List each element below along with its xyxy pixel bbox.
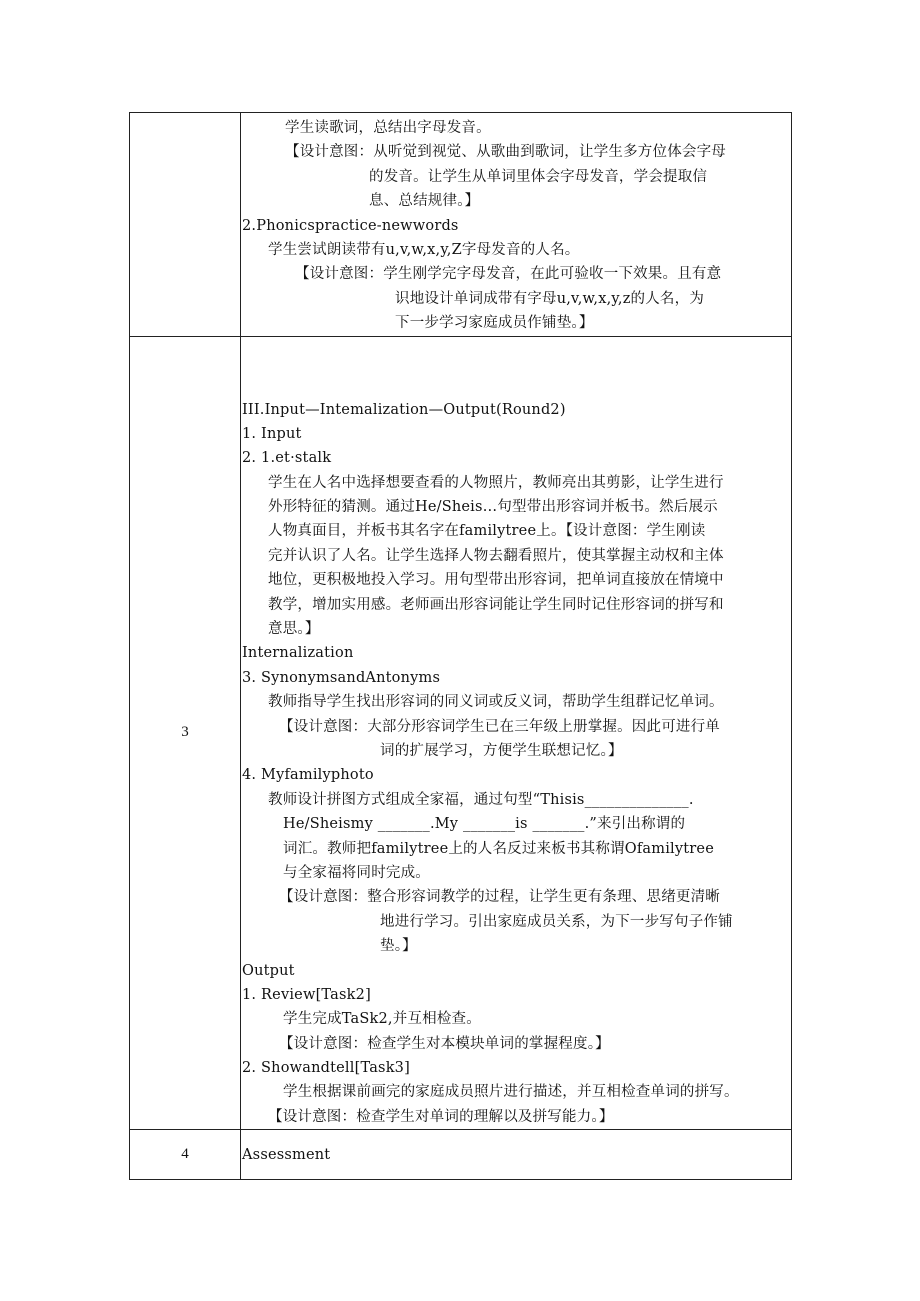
- text-line: 学生在人名中选择想要查看的人物照片，教师亮出其剪影，让学生进行: [268, 474, 724, 491]
- row-number-cell: 4: [130, 1130, 241, 1180]
- text-line: 学生根据课前画完的家庭成员照片进行描述，并互相检查单词的拼写。: [283, 1084, 739, 1101]
- text-line: 息、总结规律。】: [369, 193, 480, 210]
- table-row: [130, 336, 792, 1130]
- text-line: 外形特征的猜测。通过He/Sheis…句型带出形容词并板书。然后展示: [268, 499, 718, 516]
- section-heading: Output: [242, 962, 295, 979]
- text-line: 学生尝试朗读带有u,v,w,x,y,Z字母发音的人名。: [268, 241, 580, 258]
- row-number-cell: [130, 113, 241, 337]
- text-line: 与全家福将同时完成。: [283, 864, 430, 881]
- table-row: [130, 113, 792, 337]
- row-content-cell: [241, 336, 792, 1130]
- text-line: 地位，更积极地投入学习。用句型带出形容词，把单词直接放在情境中: [268, 572, 724, 589]
- section-heading: Assessment: [242, 1147, 331, 1164]
- section-heading: Internalization: [242, 645, 354, 662]
- table-row: [130, 1130, 792, 1180]
- text-line: 教学，增加实用感。老师画出形容词能让学生同时记住形容词的拼写和: [268, 596, 724, 613]
- list-item: 3. SynonymsandAntonyms: [242, 669, 441, 686]
- text-line: 人物真面目，并板书其名字在familytree上。【设计意图：学生刚读: [268, 523, 706, 540]
- text-line: 词汇。教师把familytree上的人名反过来板书其称谓Ofamilytree: [283, 840, 714, 857]
- text-line: 意思。】: [268, 621, 320, 638]
- design-intent-line: 【设计意图：大部分形容词学生已在三年级上册掌握。因此可进行单: [279, 718, 720, 735]
- list-item: 2. Showandtell[Task3]: [242, 1060, 410, 1077]
- row-content-cell: [241, 113, 792, 337]
- design-intent-line: 【设计意图：检查学生对单词的理解以及拼写能力。】: [268, 1108, 614, 1125]
- text-line: 教师指导学生找出形容词的同义词或反义词，帮助学生组群记忆单词。: [268, 694, 724, 711]
- text-line: 教师设计拼图方式组成全家福，通过句型“Thisis______________.: [268, 791, 694, 808]
- text-line: 完并认识了人名。让学生选择人物去翻看照片，使其掌握主动权和主体: [268, 547, 724, 564]
- design-intent-line: 【设计意图：从听觉到视觉、从歌曲到歌词，让学生多方位体会字母: [285, 144, 726, 161]
- text-line: 下一步学习家庭成员作铺垫。】: [395, 315, 594, 332]
- text-line: 学生完成TaSk2,并互相检查。: [283, 1011, 481, 1028]
- section-heading: 2.Phonicspractice-newwords: [242, 217, 459, 234]
- text-line: 垫。】: [380, 938, 417, 955]
- row-content-cell: [241, 1130, 792, 1180]
- text-line: 识地设计单词成带有字母u,v,w,x,y,z的人名，为: [395, 290, 705, 307]
- text-line: 学生读歌词，总结出字母发音。: [285, 120, 491, 136]
- text-line: 地进行学习。引出家庭成员关系，为下一步写句子作铺: [380, 913, 733, 930]
- design-intent-line: 【设计意图：学生刚学完字母发音，在此可验收一下效果。且有意: [295, 266, 722, 283]
- text-line: He/Sheismy _______.My _______is _______.”来引出称谓的: [283, 816, 686, 833]
- text-line: 的发音。让学生从单词里体会字母发音，学会提取信: [369, 168, 708, 185]
- list-item: 2. 1.et·stalk: [242, 450, 332, 467]
- text-line: 词的扩展学习，方便学生联想记忆。】: [380, 742, 623, 759]
- lesson-plan-table: [129, 112, 792, 1180]
- list-item: 1. Input: [242, 425, 302, 442]
- list-item: 1. Review[Task2]: [242, 986, 371, 1003]
- row-number-cell: 3: [130, 336, 241, 1130]
- design-intent-line: 【设计意图：检查学生对本模块单词的掌握程度。】: [279, 1035, 610, 1052]
- design-intent-line: 【设计意图：整合形容词教学的过程，让学生更有条理、思绪更清晰: [279, 889, 720, 906]
- section-heading: III.Input—Intemalization—Output(Round2): [242, 401, 566, 418]
- list-item: 4. Myfamilyphoto: [242, 767, 374, 784]
